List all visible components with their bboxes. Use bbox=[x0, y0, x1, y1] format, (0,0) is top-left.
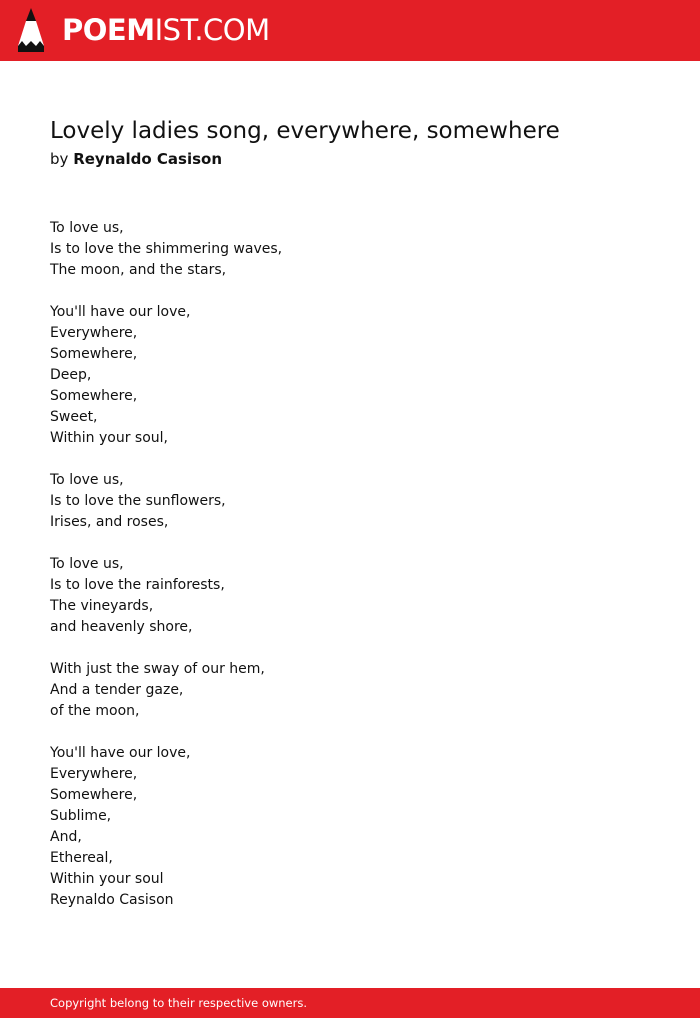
poem-line: And, bbox=[50, 829, 82, 845]
poem-line: Somewhere, bbox=[50, 346, 138, 362]
poem-body bbox=[50, 218, 282, 911]
poem-line: of the moon, bbox=[50, 703, 140, 719]
stanza-break bbox=[50, 281, 282, 302]
stanza-break bbox=[50, 449, 282, 470]
poem-line: You'll have our love, bbox=[50, 304, 191, 320]
byline bbox=[50, 148, 222, 170]
poem-line: To love us, bbox=[50, 220, 124, 236]
site-footer bbox=[0, 988, 700, 1018]
byline-label: by bbox=[50, 150, 69, 168]
poem-line: Reynaldo Casison bbox=[50, 892, 174, 908]
poem-line: The vineyards, bbox=[50, 598, 154, 614]
poem-line: To love us, bbox=[50, 556, 124, 572]
poem-title: Lovely ladies song, everywhere, somewhere bbox=[50, 118, 560, 144]
poem-line: Irises, and roses, bbox=[50, 514, 169, 530]
site-name-bold: POEM bbox=[62, 13, 155, 47]
site-name-light: IST.COM bbox=[154, 13, 270, 47]
poem-line: Everywhere, bbox=[50, 325, 138, 341]
poem-line: The moon, and the stars, bbox=[50, 262, 227, 278]
poem-line: Is to love the sunflowers, bbox=[50, 493, 226, 509]
poem-line: Is to love the rainforests, bbox=[50, 577, 225, 593]
pencil-tip-icon bbox=[17, 8, 45, 52]
poem-line: Sweet, bbox=[50, 409, 98, 425]
poem-line: And a tender gaze, bbox=[50, 682, 184, 698]
author-name: Reynaldo Casison bbox=[73, 150, 223, 168]
poem-line: and heavenly shore, bbox=[50, 619, 193, 635]
poem-line: Everywhere, bbox=[50, 766, 138, 782]
poem-line: Deep, bbox=[50, 367, 92, 383]
stanza-break bbox=[50, 533, 282, 554]
poem-line: Within your soul, bbox=[50, 430, 169, 446]
poem-line: Ethereal, bbox=[50, 850, 113, 866]
site-logo[interactable] bbox=[17, 8, 270, 52]
poem-line: You'll have our love, bbox=[50, 745, 191, 761]
poem-line: Is to love the shimmering waves, bbox=[50, 241, 283, 257]
copyright-notice: Copyright belong to their respective owners. bbox=[50, 996, 308, 1010]
poem-line: To love us, bbox=[50, 472, 124, 488]
site-header bbox=[0, 0, 700, 61]
poem-line: Somewhere, bbox=[50, 388, 138, 404]
poem-line: Somewhere, bbox=[50, 787, 138, 803]
site-name bbox=[62, 8, 270, 52]
poem-line: Within your soul bbox=[50, 871, 164, 887]
stanza-break bbox=[50, 638, 282, 659]
stanza-break bbox=[50, 722, 282, 743]
poem-line: With just the sway of our hem, bbox=[50, 661, 265, 677]
poem-line: Sublime, bbox=[50, 808, 112, 824]
